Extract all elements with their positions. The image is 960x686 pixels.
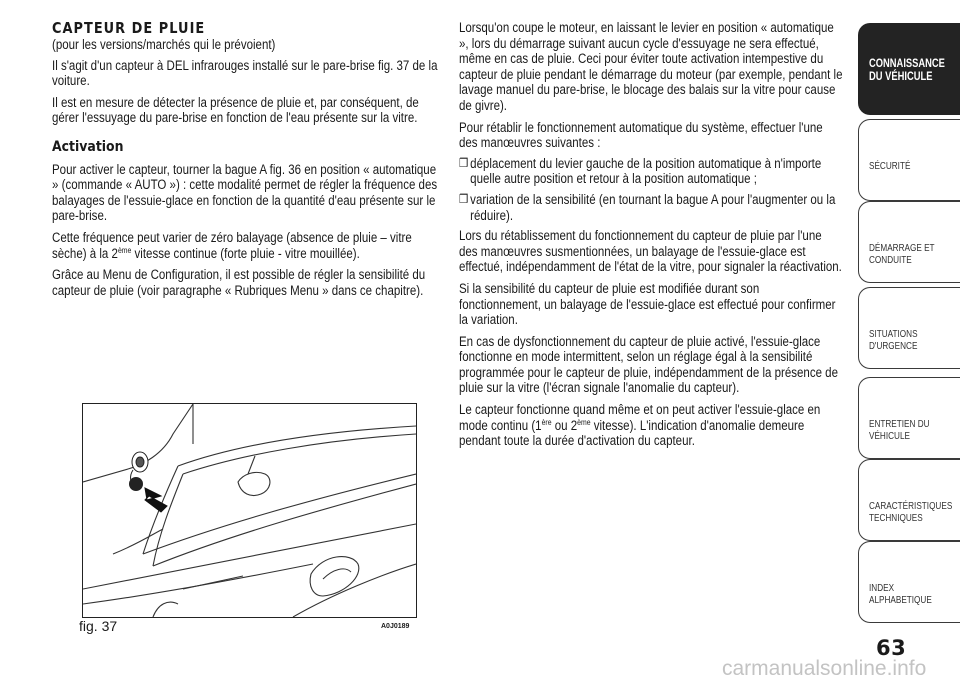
list-item [459, 156, 843, 187]
paragraph-sensor-intro: Il s'agit d'un capteur à DEL infrarouges installé sur le pare-brise fig. 37 de la voiture. [52, 57, 438, 89]
checkbox-bullet-icon: ❒ [459, 155, 469, 170]
text-fragment: ou 2 [551, 417, 578, 433]
paragraph-config-menu: Grâce au Menu de Configuration, il est possible de régler la sensibilité du capteur de pluie (voir paragraphe « Rubriques Menu » dans ce chapitre). [52, 267, 426, 298]
right-column [459, 20, 843, 455]
paragraph-frequency [52, 230, 442, 261]
nav-tab-label: INDEX ALPHABETIQUE [869, 582, 932, 606]
windshield-illustration [83, 404, 416, 617]
nav-tab-safety[interactable] [858, 119, 960, 201]
paragraph-sensor-function: Il est en mesure de détecter la présence de pluie et, par conséquent, de gérer l'essuyage du pare-brise en fonction de l'eau présente sur la vitre. [52, 94, 419, 126]
nav-tab-vehicle-knowledge[interactable] [858, 23, 960, 115]
nav-tab-emergency[interactable] [858, 287, 960, 369]
nav-tab-label: CONNAISSANCE DU VÉHICULE [869, 56, 945, 83]
nav-tab-driving[interactable] [858, 201, 960, 283]
nav-tab-label: SÉCURITÉ [869, 160, 911, 172]
figure-caption: fig. 37 [79, 618, 118, 634]
figure-code: A0J0189 [381, 623, 410, 630]
superscript: ère [541, 417, 552, 427]
list-item-text: déplacement du levier gauche de la position automatique à n'importe quelle autre position et retour à la position automatique ; [470, 155, 822, 187]
nav-tab-label: DÉMARRAGE ET CONDUITE [869, 242, 935, 266]
chapter-nav [858, 23, 960, 633]
text-fragment: vitesse). L'indication d'anomalie demeure pendant toute la durée d'activation du capteur. [459, 417, 805, 449]
watermark: carmanualsonline.info [722, 657, 927, 680]
figure-rain-sensor [82, 403, 417, 618]
list-item [459, 192, 843, 223]
section-title: CAPTEUR DE PLUIE [52, 19, 206, 37]
activation-heading: Activation [52, 138, 124, 155]
checkbox-bullet-icon: ❒ [459, 191, 469, 206]
text-fragment: vitesse continue (forte pluie - vitre mouillée). [131, 245, 360, 261]
paragraph-activation: Pour activer le capteur, tourner la bague A fig. 36 en position « automatique » (commande « AUTO ») : cette modalité permet de régler la fréquence des balayages de l'essuie-glace en fonction de la quantité d'eau présente sur le pare-brise. [52, 161, 438, 224]
nav-tab-maintenance[interactable] [858, 377, 960, 459]
superscript: ème [577, 417, 591, 427]
page-number: 63 [876, 636, 907, 660]
paragraph-engine-off: Lorsqu'on coupe le moteur, en laissant le levier en position « automatique », lors du démarrage suivant aucun cycle d'essuyage ne sera effectué, même en cas de pluie. Ceci pour éviter toute activation intempestive du capteur de pluie pendant le démarrage du moteur (par exemple, pendant le lavage manuel du pare-brise, le blocage des balais sur la vitre pour cause de givre). [459, 20, 843, 113]
nav-tab-label: CARACTÉRISTIQUES TECHNIQUES [869, 500, 953, 524]
paragraph-reactivation: Lors du rétablissement du fonctionnement du capteur de pluie par l'une des manœuvres susmentionnées, un balayage de l'essuie-glace est effectué, indépendamment de l'état de la vitre, pour signaler la réactivation. [459, 228, 842, 275]
paragraph-sensitivity: Si la sensibilité du capteur de pluie est modifiée durant son fonctionnement, un balayage de l'essuie-glace est effectué pour confirmer la variation. [459, 280, 836, 328]
text-fragment: Cette fréquence peut varier de zéro balayage (absence de pluie – vitre sèche) à la 2 [52, 229, 412, 261]
paragraph-restore: Pour rétablir le fonctionnement automatique du système, effectuer l'une des manœuvres suivantes : [459, 119, 823, 151]
subtitle: (pour les versions/marchés qui le prévoient) [52, 37, 276, 52]
nav-tab-specifications[interactable] [858, 459, 960, 541]
nav-tab-index[interactable] [858, 541, 960, 623]
paragraph-malfunction: En cas de dysfonctionnement du capteur de pluie activé, l'essuie-glace fonctionne en mode intermittent, selon un réglage égal à la sensibilité programmée pour le capteur de pluie, indépendamment de la présence de pluie sur la vitre (l'écran signale l'anomalie du capteur). [459, 333, 838, 396]
left-column [52, 20, 442, 304]
nav-tab-label: SITUATIONS D'URGENCE [869, 328, 918, 352]
list-item-text: variation de la sensibilité (en tournant la bague A pour l'augmenter ou la réduire). [470, 191, 836, 223]
superscript: ème [117, 245, 132, 255]
paragraph-continuous [459, 402, 843, 449]
text-fragment: Le capteur fonctionne quand même et on peut activer l'essuie-glace en mode continu (1 [459, 402, 821, 433]
nav-tab-label: ENTRETIEN DU VÉHICULE [869, 418, 930, 442]
